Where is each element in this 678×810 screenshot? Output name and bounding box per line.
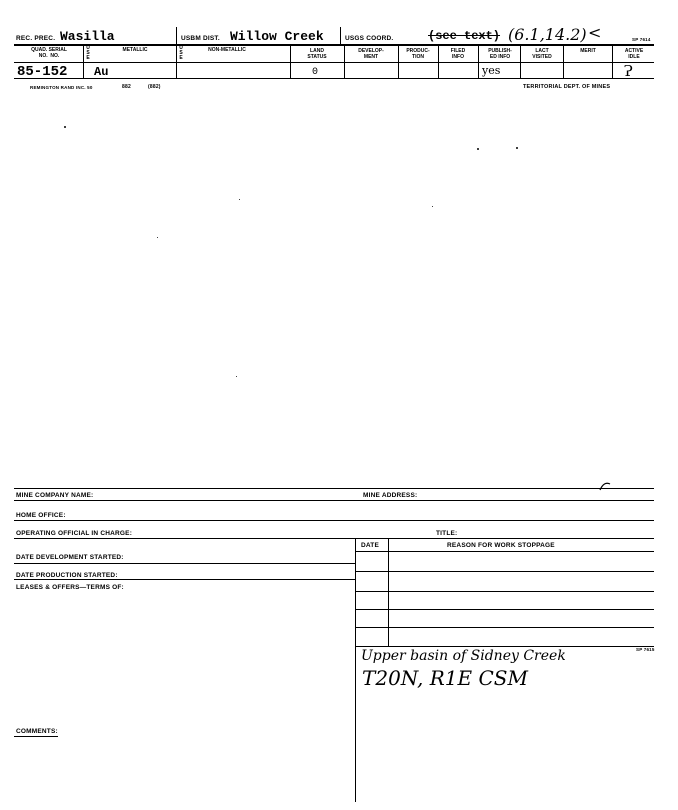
printer-label: REMINGTON RAND INC. 50 — [30, 85, 93, 90]
divider — [14, 520, 654, 521]
curl-mark — [598, 478, 654, 498]
leases-offers-label: LEASES & OFFERS—TERMS OF: — [16, 584, 124, 591]
scan-speck — [236, 376, 237, 377]
usgs-coord-label: USGS COORD. — [345, 35, 394, 42]
col-metallic: METALLIC — [122, 47, 148, 53]
row-land-status: 0 — [312, 67, 319, 78]
title-label: TITLE: — [436, 530, 458, 537]
mine-address-label: MINE ADDRESS: — [363, 492, 418, 499]
data-row-underline — [14, 78, 654, 79]
form-number-2: SP 7615 — [636, 647, 655, 652]
form-number: SP 7614 — [632, 37, 651, 42]
scan-speck — [64, 126, 66, 128]
handwritten-township: T20N, R1E CSM — [362, 666, 528, 690]
home-office-label: HOME OFFICE: — [16, 512, 66, 519]
col-filed-info: FILED INFO — [450, 48, 466, 60]
divider — [14, 579, 355, 580]
rec-prec-value: Wasilla — [60, 29, 115, 44]
handwritten-location: Upper basin of Sidney Creek — [361, 648, 566, 664]
lower-form-top-line — [14, 488, 654, 489]
divider — [14, 563, 355, 564]
row-active-idle: Ɂ — [624, 62, 633, 80]
divider — [563, 45, 564, 79]
divider — [290, 45, 291, 79]
comments-underline — [14, 736, 58, 737]
col-last-visited: LACT VISITED — [532, 48, 552, 60]
mine-company-name-label: MINE COMPANY NAME: — [16, 492, 94, 499]
col-non-metallic: NON-METALLIC — [208, 47, 246, 53]
date-development-started-label: DATE DEVELOPMENT STARTED: — [16, 554, 124, 561]
usgs-coord-struck: (see text) — [428, 29, 501, 43]
divider — [344, 45, 345, 79]
divider — [355, 591, 654, 592]
date-production-started-label: DATE PRODUCTION STARTED: — [16, 572, 118, 579]
col-merit: MERIT — [580, 48, 596, 54]
divider — [355, 551, 654, 552]
department-label: TERRITORIAL DEPT. OF MINES — [523, 84, 611, 90]
usbm-dist-value: Willow Creek — [230, 29, 324, 44]
divider — [176, 27, 177, 45]
date-column-divider — [388, 538, 389, 646]
scan-speck — [239, 199, 240, 200]
operating-official-label: OPERATING OFFICIAL IN CHARGE: — [16, 530, 133, 537]
col-active-idle: ACTIVE IDLE — [624, 48, 644, 60]
divider — [355, 646, 654, 647]
scan-speck — [432, 206, 433, 207]
divider — [176, 45, 177, 79]
scan-speck — [477, 148, 479, 150]
divider — [355, 627, 654, 628]
usgs-coord-value: (6.1,14.2) — [508, 25, 587, 44]
divider — [83, 45, 84, 79]
divider — [612, 45, 613, 79]
comments-label: COMMENTS: — [16, 728, 58, 735]
header-underline — [14, 44, 654, 46]
col-production: PRODUC- TION — [406, 48, 430, 60]
col-use-metallic: U S E — [86, 45, 90, 61]
print-code-2: (882) — [148, 84, 161, 90]
divider — [478, 45, 479, 79]
divider — [355, 609, 654, 610]
date-col-header: DATE — [361, 542, 380, 549]
divider — [398, 45, 399, 79]
scan-speck — [516, 147, 518, 149]
usgs-coord-mark: < — [588, 23, 602, 42]
reason-col-header: REASON FOR WORK STOPPAGE — [447, 542, 555, 549]
col-land-status: LAND STATUS — [307, 48, 327, 60]
center-divider — [355, 538, 356, 802]
divider — [14, 538, 654, 539]
usbm-dist-label: USBM DIST. — [181, 35, 220, 42]
rec-prec-label: REC. PREC. — [16, 35, 56, 42]
row-metallic: Au — [94, 65, 109, 79]
divider — [340, 27, 341, 45]
col-quad-serial: QUAD. SERIAL NO. NO. — [31, 47, 67, 59]
row-published-info: yes — [482, 64, 501, 77]
divider — [355, 571, 654, 572]
divider — [438, 45, 439, 79]
scan-speck — [157, 237, 158, 238]
divider — [14, 500, 654, 501]
col-published-info: PUBLISH- ED INFO — [488, 48, 512, 60]
divider — [520, 45, 521, 79]
col-use-nonmetallic: U S E — [179, 45, 183, 61]
print-code: 882 — [122, 84, 131, 90]
col-development: DEVELOP- MENT — [358, 48, 384, 60]
row-quad-serial: 85-152 — [17, 64, 68, 80]
column-header-underline — [14, 62, 654, 63]
